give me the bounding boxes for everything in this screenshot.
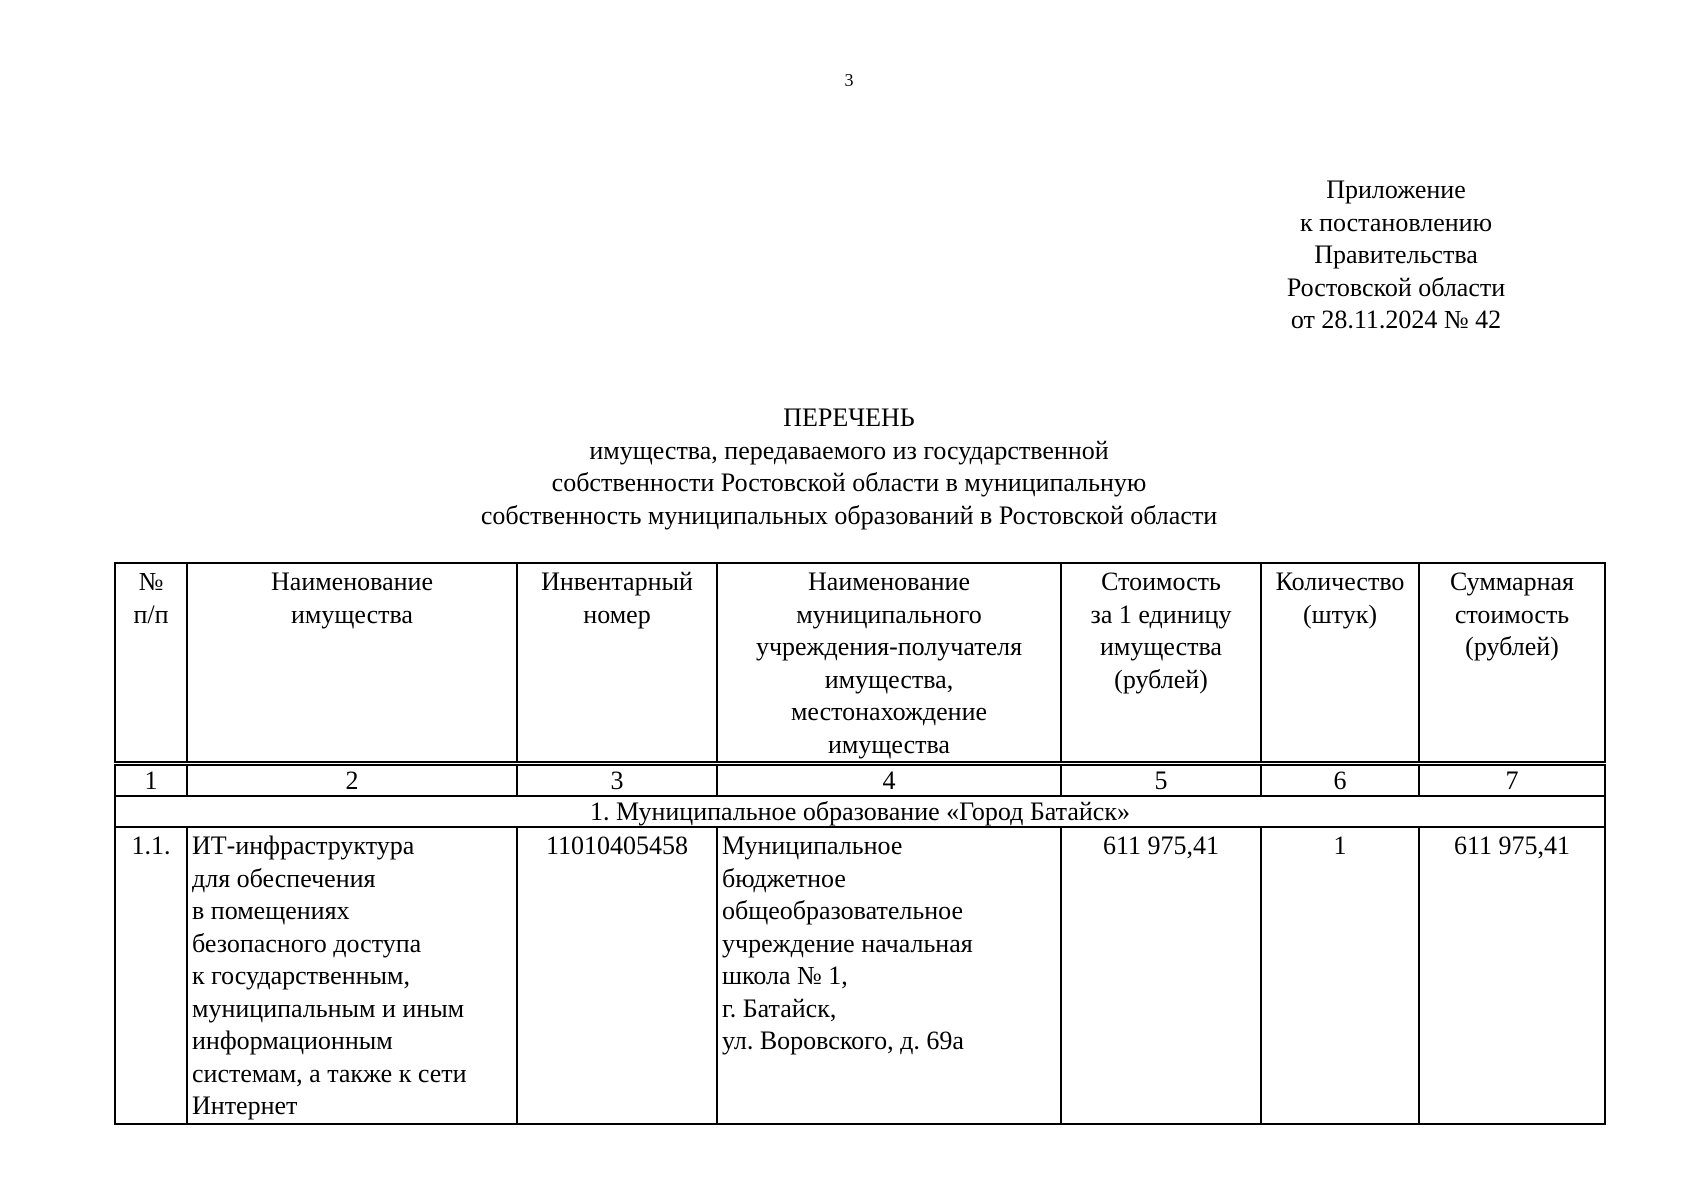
section-title: 1. Муниципальное образование «Город Батайск» [115,796,1605,827]
column-number: 3 [517,764,717,797]
title-line: собственности Ростовской области в муниципальную [551,468,1147,497]
quantity-cell: 1 [1261,827,1419,1124]
column-number: 7 [1419,764,1605,797]
column-number: 6 [1261,764,1419,797]
title-line: собственность муниципальных образований в Ростовской области [480,500,1218,530]
title-heading: ПЕРЕЧЕНЬ [783,403,915,432]
header-cell-recipient: Наименование муниципального учреждения-получателя имущества, местонахождение имущества [717,563,1061,764]
page-number: 3 [844,70,854,90]
recipient-cell: Муниципальное бюджетное общеобразовательное учреждение начальная школа № 1, г. Батайск, ул. Воровского, д. 69а [717,827,1061,1124]
property-table [114,562,1606,1125]
inventory-number-cell: 11010405458 [517,827,717,1124]
title-line: имущества, передаваемого из государственной [589,435,1109,465]
unit-cost-cell: 611 975,41 [1061,827,1261,1124]
appendix-line: Ростовской области [1286,272,1506,302]
document-title [0,402,1698,532]
header-cell-number: № п/п [115,563,187,764]
header-cell-property-name: Наименование имущества [187,563,517,764]
column-number: 4 [717,764,1061,797]
column-number: 5 [1061,764,1261,797]
header-cell-total-cost: Суммарная стоимость (рублей) [1419,563,1605,764]
table-header-row [115,563,1605,764]
appendix-line: Приложение [1326,175,1466,204]
header-cell-quantity: Количество (штук) [1261,563,1419,764]
column-number-row [115,764,1605,797]
appendix-block [1248,174,1544,337]
row-number: 1.1. [115,827,187,1124]
table-row [115,827,1605,1124]
column-number: 2 [187,764,517,797]
appendix-line: от 28.11.2024 № 42 [1290,305,1502,334]
property-name-cell: ИТ-инфраструктура для обеспечения в помещениях безопасного доступа к государственным, муниципальным и иным информационным системам, а также к сети Интернет [187,827,517,1124]
header-cell-unit-cost: Стоимость за 1 единицу имущества (рублей) [1061,563,1261,764]
total-cost-cell: 611 975,41 [1419,827,1605,1124]
header-cell-inventory-number: Инвентарный номер [517,563,717,764]
appendix-line: Правительства [1314,240,1478,269]
column-number: 1 [115,764,187,797]
appendix-line: к постановлению [1299,207,1493,237]
section-row [115,796,1605,827]
